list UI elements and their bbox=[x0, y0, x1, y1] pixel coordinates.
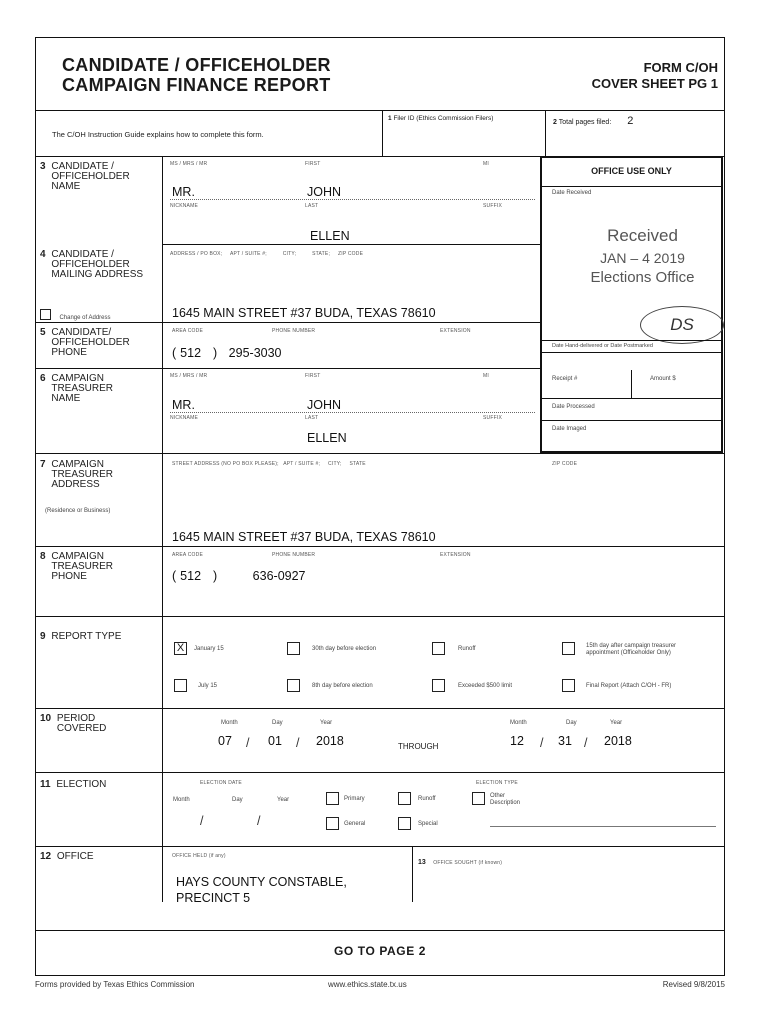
divider bbox=[162, 156, 163, 616]
section7-label bbox=[40, 460, 158, 490]
treasurer-name-label: CAMPAIGN TREASURER NAME bbox=[51, 373, 114, 404]
header-first: FIRST bbox=[305, 161, 321, 167]
special-checkbox[interactable] bbox=[398, 817, 411, 830]
header-extension: EXTENSION bbox=[440, 328, 471, 334]
runoff-election-checkbox[interactable] bbox=[398, 792, 411, 805]
section3-label bbox=[40, 162, 158, 192]
slash: / bbox=[584, 736, 588, 750]
8-day-before-checkbox[interactable] bbox=[287, 679, 300, 692]
header-area-code: AREA CODE bbox=[172, 328, 203, 334]
period-to-year[interactable]: 2018 bbox=[604, 734, 632, 748]
header-last: LAST bbox=[305, 203, 319, 209]
primary-checkbox[interactable] bbox=[326, 792, 339, 805]
divider bbox=[540, 398, 723, 399]
candidate-phone-number: 295-3030 bbox=[228, 346, 282, 360]
total-pages-label: Total pages filed: bbox=[558, 119, 612, 126]
header-prefix: MS / MRS / MR bbox=[170, 161, 208, 167]
section-number: 7 bbox=[40, 459, 46, 470]
election-day-header: Day bbox=[232, 797, 243, 803]
general-label: General bbox=[344, 821, 366, 827]
runoff-report-label: Runoff bbox=[458, 646, 476, 652]
section-number: 10 bbox=[40, 713, 52, 724]
period-from-month[interactable]: 07 bbox=[218, 734, 232, 748]
stamp-initials bbox=[640, 306, 724, 344]
treasurer-address-label: CAMPAIGN TREASURER ADDRESS bbox=[51, 459, 114, 490]
treasurer-area-code: 512 bbox=[180, 569, 202, 583]
general-checkbox[interactable] bbox=[326, 817, 339, 830]
divider bbox=[35, 772, 725, 773]
exceeded-limit-label: Exceeded $500 limit bbox=[458, 683, 513, 689]
8-day-before-label: 8th day before election bbox=[312, 683, 373, 689]
office-sought-header: OFFICE SOUGHT (if known) bbox=[433, 860, 503, 866]
section-number: 6 bbox=[40, 373, 46, 384]
divider bbox=[35, 708, 725, 709]
change-of-address-checkbox[interactable] bbox=[40, 309, 51, 320]
residence-business-label: (Residence or Business) bbox=[45, 508, 111, 514]
section-number: 5 bbox=[40, 327, 46, 338]
candidate-last-name[interactable]: ELLEN bbox=[310, 229, 350, 243]
report-type-label: REPORT TYPE bbox=[51, 631, 122, 642]
section-number: 9 bbox=[40, 631, 46, 642]
form-id bbox=[592, 60, 718, 92]
treasurer-prefix[interactable]: MR. bbox=[172, 398, 195, 412]
dotted-line bbox=[170, 199, 535, 200]
stamp-received: Received bbox=[607, 226, 678, 245]
30-day-before-label: 30th day before election bbox=[312, 646, 377, 652]
revised-date: Revised 9/8/2015 bbox=[662, 980, 725, 989]
total-pages bbox=[553, 115, 633, 127]
candidate-first-name[interactable]: JOHN bbox=[307, 185, 342, 199]
special-label: Special bbox=[418, 821, 438, 827]
other-checkbox[interactable] bbox=[472, 792, 485, 805]
section-number: 4 bbox=[40, 249, 46, 260]
section-number: 11 bbox=[40, 779, 51, 790]
section4-label bbox=[40, 250, 158, 280]
slash: / bbox=[540, 736, 544, 750]
header-phone-number: PHONE NUMBER bbox=[272, 552, 316, 558]
office-use-title: OFFICE USE ONLY bbox=[591, 166, 672, 176]
election-label: ELECTION bbox=[56, 779, 107, 790]
filer-id-label bbox=[388, 115, 493, 122]
election-date-header: ELECTION DATE bbox=[200, 780, 242, 786]
divider bbox=[412, 846, 413, 902]
slash: / bbox=[200, 814, 204, 828]
to-day-header: Day bbox=[566, 720, 577, 726]
slash: / bbox=[296, 736, 300, 750]
header-extension: EXTENSION bbox=[440, 552, 471, 558]
runoff-report-checkbox[interactable] bbox=[432, 642, 445, 655]
section-number: 1 bbox=[388, 115, 392, 122]
header-prefix: MS / MRS / MR bbox=[170, 373, 208, 379]
date-received-label: Date Received bbox=[552, 190, 592, 196]
dotted-line bbox=[170, 412, 535, 413]
header-nickname: NICKNAME bbox=[170, 203, 198, 209]
slash: / bbox=[257, 814, 261, 828]
section-number: 12 bbox=[40, 851, 52, 862]
section8-label bbox=[40, 552, 158, 582]
treasurer-last-name[interactable]: ELLEN bbox=[307, 431, 347, 445]
divider bbox=[540, 420, 723, 421]
instruction-text: The C/OH Instruction Guide explains how to complete this form. bbox=[52, 130, 264, 139]
final-report-checkbox[interactable] bbox=[562, 679, 575, 692]
section-number: 13 bbox=[418, 859, 426, 866]
30-day-before-checkbox[interactable] bbox=[287, 642, 300, 655]
treasurer-address[interactable]: 1645 MAIN STREET #37 BUDA, TEXAS 78610 bbox=[172, 530, 436, 544]
divider bbox=[35, 110, 725, 111]
treasurer-first-name[interactable]: JOHN bbox=[307, 398, 342, 412]
divider bbox=[540, 340, 723, 341]
address-header: ADDRESS / PO BOX; APT / SUITE #; CITY; STATE; ZIP CODE bbox=[170, 251, 364, 257]
primary-label: Primary bbox=[344, 796, 365, 802]
receipt-label: Receipt # bbox=[552, 376, 578, 382]
period-from-day[interactable]: 01 bbox=[268, 734, 282, 748]
header-first: FIRST bbox=[305, 373, 321, 379]
section6-label bbox=[40, 374, 158, 404]
office-held-value[interactable] bbox=[176, 874, 347, 906]
divider bbox=[545, 110, 546, 156]
section13-header bbox=[418, 851, 502, 869]
exceeded-limit-checkbox[interactable] bbox=[432, 679, 445, 692]
divider bbox=[540, 352, 723, 353]
office-held-header: OFFICE HELD (if any) bbox=[172, 853, 226, 859]
divider bbox=[35, 322, 540, 323]
candidate-prefix[interactable]: MR. bbox=[172, 185, 195, 199]
slash: / bbox=[246, 736, 250, 750]
july-15-label: July 15 bbox=[198, 683, 218, 689]
filer-id-text: Filer ID (Ethics Commission Filers) bbox=[393, 115, 494, 122]
period-from-year[interactable]: 2018 bbox=[316, 734, 344, 748]
other-label: Other bbox=[490, 793, 506, 799]
office-held-line2: PRECINCT 5 bbox=[176, 891, 251, 905]
header-last: LAST bbox=[305, 415, 319, 421]
header-mi: MI bbox=[483, 373, 489, 379]
candidate-phone-label: CANDIDATE/ OFFICEHOLDER PHONE bbox=[51, 327, 130, 358]
divider bbox=[35, 846, 725, 847]
election-month-header: Month bbox=[173, 797, 190, 803]
description-line bbox=[490, 826, 716, 827]
form-id-line1: FORM C/OH bbox=[643, 60, 718, 75]
stamp-date: JAN – 4 2019 bbox=[600, 250, 685, 266]
from-month-header: Month bbox=[221, 720, 238, 726]
header-suffix: SUFFIX bbox=[483, 203, 502, 209]
initials-text: DS bbox=[670, 315, 694, 334]
candidate-address[interactable]: 1645 MAIN STREET #37 BUDA, TEXAS 78610 bbox=[172, 306, 436, 320]
divider bbox=[35, 368, 540, 369]
office-held-line1: HAYS COUNTY CONSTABLE, bbox=[176, 875, 347, 889]
change-of-address-label: Change of Address bbox=[59, 315, 111, 321]
section12-label bbox=[40, 852, 94, 862]
divider bbox=[35, 453, 725, 454]
section-number: 8 bbox=[40, 551, 46, 562]
form-id-line2: COVER SHEET PG 1 bbox=[591, 76, 718, 91]
divider bbox=[35, 930, 725, 931]
header-nickname: NICKNAME bbox=[170, 415, 198, 421]
form-title bbox=[62, 55, 331, 95]
final-report-label: Final Report (Attach C/OH - FR) bbox=[586, 683, 672, 689]
section5-label bbox=[40, 328, 158, 358]
15-day-after-label: 15th day after campaign treasurer appointment (Officeholder Only) bbox=[586, 643, 677, 656]
divider bbox=[35, 616, 725, 617]
candidate-area-code: 512 bbox=[180, 346, 202, 360]
from-day-header: Day bbox=[272, 720, 283, 726]
period-covered-label: PERIOD COVERED bbox=[56, 713, 107, 734]
runoff-election-label: Runoff bbox=[418, 796, 436, 802]
section10-label bbox=[40, 714, 158, 734]
header-phone-number: PHONE NUMBER bbox=[272, 328, 316, 334]
date-processed-label: Date Processed bbox=[552, 404, 595, 410]
through-label: THROUGH bbox=[398, 742, 439, 751]
january-15-checkbox[interactable]: X bbox=[174, 642, 187, 655]
date-hand-delivered-label: Date Hand-delivered or Date Postmarked bbox=[552, 343, 653, 349]
provided-by: Forms provided by Texas Ethics Commission bbox=[35, 980, 195, 989]
website-link[interactable]: www.ethics.state.tx.us bbox=[328, 980, 407, 989]
candidate-address-label: CANDIDATE / OFFICEHOLDER MAILING ADDRESS bbox=[51, 249, 144, 280]
treasurer-phone[interactable]: ( 512 ) 636-0927 bbox=[172, 569, 306, 583]
from-year-header: Year bbox=[320, 720, 333, 726]
zip-header: ZIP CODE bbox=[552, 461, 578, 467]
candidate-name-label: CANDIDATE / OFFICEHOLDER NAME bbox=[51, 161, 130, 192]
divider bbox=[162, 244, 540, 245]
office-label: OFFICE bbox=[56, 851, 94, 862]
header-mi: MI bbox=[483, 161, 489, 167]
header-area-code: AREA CODE bbox=[172, 552, 203, 558]
15-day-after-checkbox[interactable] bbox=[562, 642, 575, 655]
candidate-phone[interactable]: ( 512 ) 295-3030 bbox=[172, 346, 282, 360]
divider bbox=[162, 616, 163, 902]
election-type-header: ELECTION TYPE bbox=[476, 780, 518, 786]
divider bbox=[35, 546, 725, 547]
date-imaged-label: Date Imaged bbox=[552, 426, 587, 432]
description-label: Description bbox=[490, 800, 521, 806]
to-month-header: Month bbox=[510, 720, 527, 726]
received-stamp bbox=[570, 226, 715, 286]
header-suffix: SUFFIX bbox=[483, 415, 502, 421]
stamp-elections-office: Elections Office bbox=[590, 269, 695, 286]
january-15-label: January 15 bbox=[194, 646, 224, 652]
treasurer-phone-number: 636-0927 bbox=[252, 569, 306, 583]
period-to-month[interactable]: 12 bbox=[510, 734, 524, 748]
section9-label bbox=[40, 632, 121, 642]
divider bbox=[540, 186, 723, 187]
total-pages-value: 2 bbox=[627, 115, 634, 127]
period-to-day[interactable]: 31 bbox=[558, 734, 572, 748]
amount-label: Amount $ bbox=[650, 376, 676, 382]
form-title-line1: CANDIDATE / OFFICEHOLDER bbox=[62, 55, 331, 75]
divider bbox=[631, 370, 632, 398]
treasurer-address-header: STREET ADDRESS (NO PO BOX PLEASE); APT / SUITE #; CITY; STATE bbox=[172, 461, 366, 467]
to-year-header: Year bbox=[610, 720, 623, 726]
treasurer-phone-label: CAMPAIGN TREASURER PHONE bbox=[51, 551, 114, 582]
section11-label bbox=[40, 780, 106, 790]
section-number: 2 bbox=[553, 119, 557, 126]
divider bbox=[382, 110, 383, 156]
section-number: 3 bbox=[40, 161, 46, 172]
form-title-line2: CAMPAIGN FINANCE REPORT bbox=[62, 75, 331, 95]
election-year-header: Year bbox=[277, 797, 290, 803]
july-15-checkbox[interactable] bbox=[174, 679, 187, 692]
go-to-page-2: GO TO PAGE 2 bbox=[333, 944, 427, 958]
